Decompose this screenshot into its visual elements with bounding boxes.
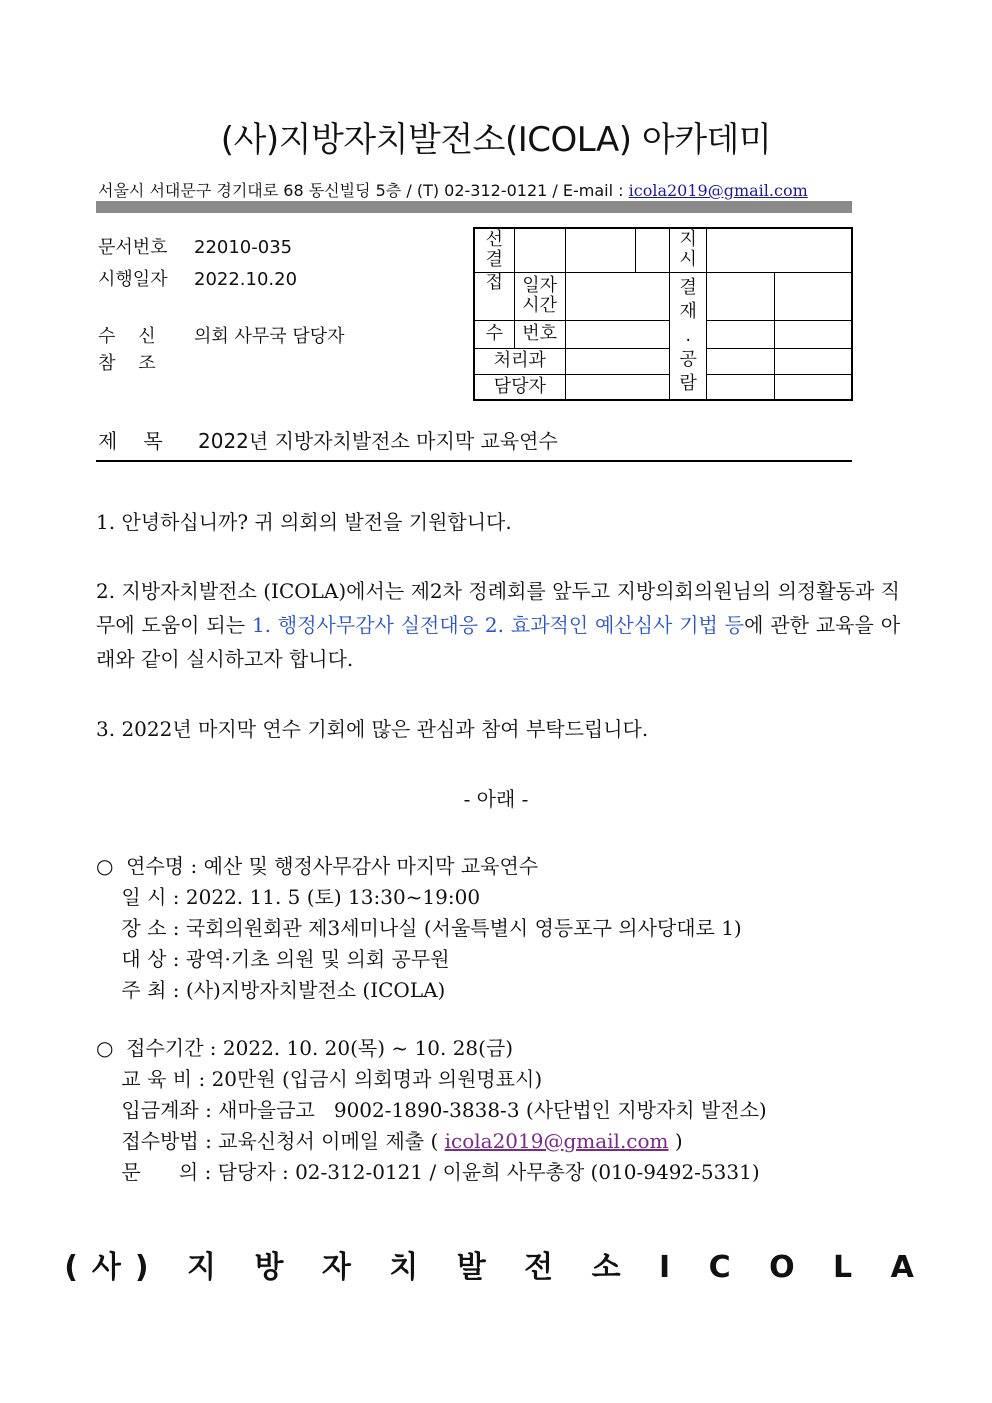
footer-org-name: (사) 지 방 자 치 발 전 소 I C O L A (64, 1250, 928, 1285)
doc-number: 22010-035 (194, 237, 293, 258)
approval-cell-beonho: 번호 (514, 320, 565, 348)
approval-cell-blank[interactable] (775, 374, 852, 400)
recipient-row (98, 322, 345, 348)
approval-cell-gyeoljae-gongram: 결 재 . 공 람 (669, 272, 706, 400)
approval-cell-cheorigwa: 처리과 (474, 348, 565, 374)
issue-date: 2022.10.20 (194, 269, 298, 290)
subject-label: 제목 (98, 429, 189, 453)
detail-contact: 문 의 : 담당자 : 02-312-0121 / 이윤희 사무총장 (010-9492-5331) (96, 1160, 760, 1184)
org-address (98, 178, 808, 201)
subject-text: 2022년 지방자치발전소 마지막 교육연수 (198, 429, 558, 453)
below-heading: - 아래 - (463, 787, 529, 811)
approval-cell-ilja-sigan: 일자 시간 (514, 272, 565, 320)
approval-cell-blank[interactable] (775, 272, 852, 320)
approval-cell-blank[interactable] (565, 348, 669, 374)
detail-fee: 교 육 비 : 20만원 (입금시 의회명과 의원명표시) (96, 1067, 543, 1091)
doc-number-label: 문서번호 (98, 237, 168, 258)
issue-date-label: 시행일자 (98, 269, 168, 290)
approval-cell-blank[interactable] (775, 348, 852, 374)
subject-row (98, 425, 558, 454)
approval-cell-blank[interactable] (707, 272, 775, 320)
paragraph-2 (96, 574, 900, 676)
approval-cell-blank[interactable] (565, 320, 669, 348)
paragraph-3: 3. 2022년 마지막 연수 기회에 많은 관심과 참여 부탁드립니다. (96, 717, 649, 741)
course-details (96, 851, 742, 1006)
approval-cell-seongyeol: 선 결 (474, 228, 514, 272)
reference-row (98, 349, 194, 375)
approval-cell-jisi: 지 시 (669, 228, 706, 272)
recipient: 의회 사무국 담당자 (194, 326, 345, 347)
doc-number-row (98, 233, 292, 259)
approval-cell-blank[interactable] (775, 320, 852, 348)
paragraph-2-end: 에 관한 교육을 아래와 같이 실시하고자 합니다. (96, 613, 901, 671)
paragraph-1: 1. 안녕하십니까? 귀 의회의 발전을 기원합니다. (96, 510, 512, 534)
header-divider (96, 201, 852, 213)
approval-cell-blank[interactable] (707, 228, 852, 272)
detail-course: ○ 연수명 : 예산 및 행정사무감사 마지막 교육연수 (96, 854, 539, 878)
registration-email-link[interactable]: icola2019@gmail.com (444, 1129, 669, 1153)
detail-place: 장 소 : 국회의원회관 제3세미나실 (서울특별시 영등포구 의사당대로 1) (96, 916, 742, 940)
approval-cell-blank[interactable] (707, 348, 775, 374)
detail-period: ○ 접수기간 : 2022. 10. 20(목) ~ 10. 28(금) (96, 1036, 514, 1060)
approval-cell-jeop: 접 (474, 272, 514, 320)
approval-cell-damdangja: 담당자 (474, 374, 565, 400)
detail-datetime: 일 시 : 2022. 11. 5 (토) 13:30~19:00 (96, 885, 481, 909)
paragraph-2-highlight: 1. 행정사무감사 실전대응 2. 효과적인 예산심사 기법 등 (251, 613, 745, 637)
approval-cell-su: 수 (474, 320, 514, 348)
approval-cell-blank[interactable] (636, 228, 670, 272)
approval-cell-blank[interactable] (514, 228, 565, 272)
detail-target: 대 상 : 광역·기초 의원 및 의회 공무원 (96, 947, 450, 971)
registration-details (96, 1033, 767, 1188)
subject-underline (96, 460, 852, 462)
detail-method: 접수방법 : 교육신청서 이메일 제출 ( icola2019@gmail.com ) (96, 1129, 683, 1153)
detail-host: 주 최 : (사)지방자치발전소 (ICOLA) (96, 978, 446, 1002)
approval-cell-blank[interactable] (707, 374, 775, 400)
header-email-link[interactable]: icola2019@gmail.com (628, 181, 808, 200)
reference-label: 참 조 (98, 353, 156, 374)
approval-cell-blank[interactable] (707, 320, 775, 348)
detail-account: 입금계좌 : 새마을금고 9002-1890-3838-3 (사단법인 지방자치 발전소) (96, 1098, 767, 1122)
approval-cell-blank[interactable] (565, 272, 669, 320)
approval-cell-blank[interactable] (565, 374, 669, 400)
paragraph-2-text: 2. 지방자치발전소 (ICOLA)에서는 제2차 정례회를 앞두고 지방의회의원님의 의정활동과 직무에 도움이 되는 (96, 579, 900, 637)
address-text: 서울시 서대문구 경기대로 68 동신빌딩 5층 / (T) 02-312-0121 / E-mail : (98, 181, 629, 200)
approval-cell-blank[interactable] (565, 228, 636, 272)
document-title: (사)지방자치발전소(ICOLA) 아카데미 (220, 120, 772, 160)
recipient-label: 수 신 (98, 326, 156, 347)
issue-date-row (98, 265, 297, 291)
approval-table (473, 227, 853, 401)
